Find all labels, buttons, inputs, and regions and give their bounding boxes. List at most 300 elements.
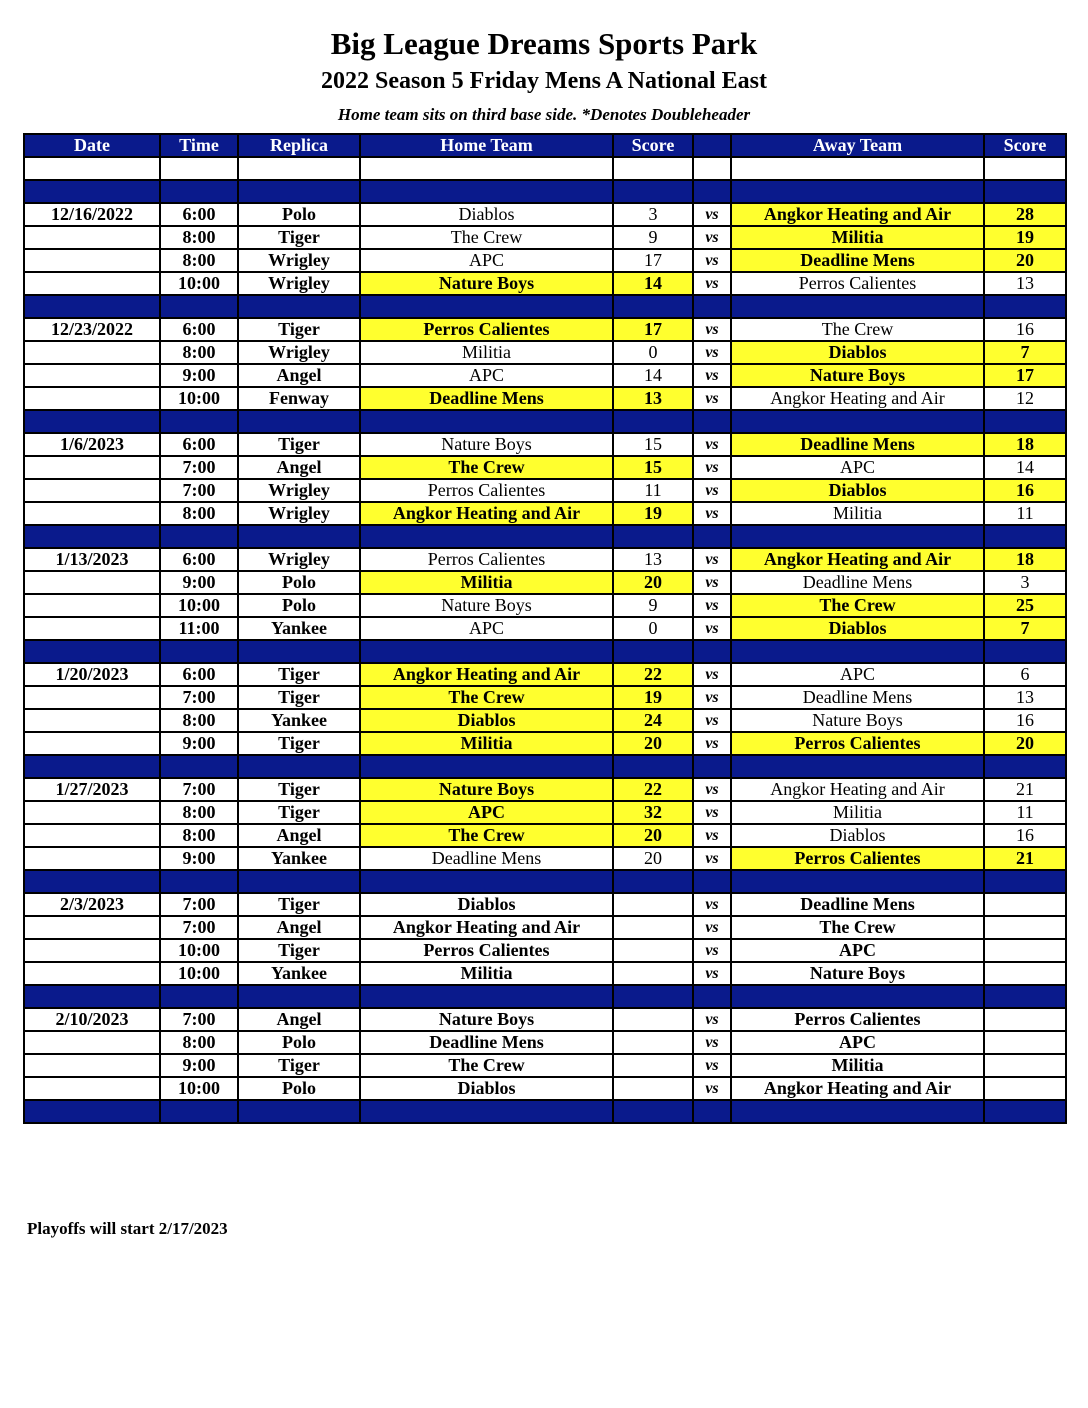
separator-cell xyxy=(24,180,160,203)
separator-cell xyxy=(360,870,613,893)
game-row xyxy=(24,1008,1066,1031)
away-score-cell: 13 xyxy=(984,686,1066,709)
home-team-cell: Deadline Mens xyxy=(360,387,613,410)
time-cell: 6:00 xyxy=(160,318,238,341)
separator-cell xyxy=(731,870,984,893)
home-team-cell: Diablos xyxy=(360,893,613,916)
replica-cell: Yankee xyxy=(238,962,360,985)
away-team-cell: Militia xyxy=(731,226,984,249)
home-score-cell: 17 xyxy=(613,249,693,272)
home-score-cell: 22 xyxy=(613,778,693,801)
away-score-cell: 25 xyxy=(984,594,1066,617)
replica-cell: Wrigley xyxy=(238,548,360,571)
away-team-cell: Angkor Heating and Air xyxy=(731,387,984,410)
date-cell: 1/20/2023 xyxy=(24,663,160,686)
separator-cell xyxy=(984,870,1066,893)
home-score-cell xyxy=(613,939,693,962)
home-score-cell: 20 xyxy=(613,824,693,847)
home-score-cell: 15 xyxy=(613,456,693,479)
away-team-cell: The Crew xyxy=(731,318,984,341)
vs-cell: vs xyxy=(693,686,731,709)
separator-cell xyxy=(160,180,238,203)
replica-cell: Angel xyxy=(238,824,360,847)
away-team-cell: Deadline Mens xyxy=(731,571,984,594)
separator-cell xyxy=(238,755,360,778)
away-team-cell: Diablos xyxy=(731,479,984,502)
separator-cell xyxy=(984,755,1066,778)
separator-cell xyxy=(731,640,984,663)
game-row xyxy=(24,617,1066,640)
game-row xyxy=(24,1077,1066,1100)
home-team-cell: Militia xyxy=(360,732,613,755)
date-cell xyxy=(24,387,160,410)
game-row xyxy=(24,824,1066,847)
home-team-cell: Nature Boys xyxy=(360,1008,613,1031)
date-cell xyxy=(24,1054,160,1077)
header-note: Home team sits on third base side. *Denotes Doubleheader xyxy=(337,105,751,124)
game-row xyxy=(24,916,1066,939)
home-score-cell: 0 xyxy=(613,341,693,364)
game-row xyxy=(24,456,1066,479)
away-score-cell: 19 xyxy=(984,226,1066,249)
vs-cell: vs xyxy=(693,663,731,686)
home-score-cell: 13 xyxy=(613,548,693,571)
home-score-cell: 20 xyxy=(613,732,693,755)
vs-cell: vs xyxy=(693,594,731,617)
away-team-cell: APC xyxy=(731,456,984,479)
game-row xyxy=(24,272,1066,295)
game-row xyxy=(24,203,1066,226)
vs-cell: vs xyxy=(693,732,731,755)
replica-cell: Wrigley xyxy=(238,502,360,525)
separator-cell xyxy=(24,1100,160,1123)
separator-cell xyxy=(24,295,160,318)
separator-cell xyxy=(693,180,731,203)
home-team-cell: The Crew xyxy=(360,686,613,709)
home-team-cell: Angkor Heating and Air xyxy=(360,502,613,525)
time-cell: 10:00 xyxy=(160,387,238,410)
separator-cell xyxy=(613,180,693,203)
separator-cell xyxy=(24,985,160,1008)
away-team-cell: Militia xyxy=(731,1054,984,1077)
time-cell: 6:00 xyxy=(160,203,238,226)
home-team-cell: Militia xyxy=(360,571,613,594)
vs-cell: vs xyxy=(693,433,731,456)
vs-cell: vs xyxy=(693,709,731,732)
away-team-cell: Nature Boys xyxy=(731,364,984,387)
away-score-cell xyxy=(984,916,1066,939)
away-score-cell xyxy=(984,939,1066,962)
replica-cell: Polo xyxy=(238,203,360,226)
separator-cell xyxy=(360,180,613,203)
home-team-cell: Deadline Mens xyxy=(360,1031,613,1054)
vs-cell: vs xyxy=(693,456,731,479)
away-score-cell: 20 xyxy=(984,732,1066,755)
vs-cell: vs xyxy=(693,824,731,847)
separator-cell xyxy=(984,295,1066,318)
away-team-cell: Perros Calientes xyxy=(731,847,984,870)
schedule-table xyxy=(23,133,1067,1124)
date-cell xyxy=(24,479,160,502)
away-score-cell: 3 xyxy=(984,571,1066,594)
separator-cell xyxy=(984,985,1066,1008)
home-score-cell: 3 xyxy=(613,203,693,226)
replica-cell: Tiger xyxy=(238,893,360,916)
separator-cell xyxy=(360,525,613,548)
replica-cell: Wrigley xyxy=(238,479,360,502)
away-team-cell: Angkor Heating and Air xyxy=(731,778,984,801)
replica-cell: Yankee xyxy=(238,709,360,732)
date-cell xyxy=(24,226,160,249)
vs-cell: vs xyxy=(693,502,731,525)
time-cell: 8:00 xyxy=(160,341,238,364)
vs-cell: vs xyxy=(693,1054,731,1077)
time-cell: 9:00 xyxy=(160,364,238,387)
game-row xyxy=(24,479,1066,502)
home-team-cell: Angkor Heating and Air xyxy=(360,663,613,686)
game-row xyxy=(24,249,1066,272)
separator-cell xyxy=(238,1100,360,1123)
home-score-cell: 11 xyxy=(613,479,693,502)
time-cell: 6:00 xyxy=(160,433,238,456)
separator-cell xyxy=(160,985,238,1008)
date-cell: 12/16/2022 xyxy=(24,203,160,226)
separator-cell xyxy=(238,410,360,433)
away-team-cell: Diablos xyxy=(731,341,984,364)
vs-cell: vs xyxy=(693,226,731,249)
home-score-cell: 19 xyxy=(613,686,693,709)
time-cell: 8:00 xyxy=(160,801,238,824)
home-team-cell: Perros Calientes xyxy=(360,939,613,962)
date-cell: 1/13/2023 xyxy=(24,548,160,571)
separator-cell xyxy=(613,295,693,318)
blank-cell xyxy=(360,157,613,180)
replica-cell: Angel xyxy=(238,364,360,387)
home-team-cell: The Crew xyxy=(360,824,613,847)
vs-cell: vs xyxy=(693,203,731,226)
away-team-cell: Deadline Mens xyxy=(731,686,984,709)
separator-cell xyxy=(360,410,613,433)
blank-cell xyxy=(731,157,984,180)
separator-cell xyxy=(984,525,1066,548)
away-score-cell: 6 xyxy=(984,663,1066,686)
away-team-cell: Angkor Heating and Air xyxy=(731,203,984,226)
away-score-cell: 18 xyxy=(984,548,1066,571)
separator-cell xyxy=(731,295,984,318)
time-cell: 9:00 xyxy=(160,847,238,870)
replica-cell: Tiger xyxy=(238,226,360,249)
page-subtitle: 2022 Season 5 Friday Mens A National East xyxy=(320,68,768,94)
separator-row xyxy=(24,525,1066,548)
away-score-cell xyxy=(984,962,1066,985)
vs-cell: vs xyxy=(693,916,731,939)
separator-cell xyxy=(160,295,238,318)
time-cell: 8:00 xyxy=(160,226,238,249)
game-row xyxy=(24,801,1066,824)
separator-cell xyxy=(984,410,1066,433)
date-cell xyxy=(24,594,160,617)
replica-cell: Angel xyxy=(238,456,360,479)
replica-cell: Yankee xyxy=(238,847,360,870)
game-row xyxy=(24,226,1066,249)
separator-cell xyxy=(693,870,731,893)
away-team-cell: Nature Boys xyxy=(731,709,984,732)
separator-cell xyxy=(160,755,238,778)
home-score-cell: 15 xyxy=(613,433,693,456)
home-team-cell: Diablos xyxy=(360,1077,613,1100)
home-score-cell xyxy=(613,1054,693,1077)
blank-cell xyxy=(693,157,731,180)
away-score-cell: 17 xyxy=(984,364,1066,387)
separator-cell xyxy=(693,640,731,663)
vs-cell: vs xyxy=(693,548,731,571)
separator-cell xyxy=(24,410,160,433)
separator-cell xyxy=(238,180,360,203)
away-score-cell: 16 xyxy=(984,479,1066,502)
replica-cell: Wrigley xyxy=(238,249,360,272)
time-cell: 7:00 xyxy=(160,778,238,801)
away-score-cell: 14 xyxy=(984,456,1066,479)
away-team-cell: Nature Boys xyxy=(731,962,984,985)
blank-cell xyxy=(160,157,238,180)
separator-cell xyxy=(984,640,1066,663)
home-score-cell: 17 xyxy=(613,318,693,341)
vs-cell: vs xyxy=(693,341,731,364)
home-team-cell: Diablos xyxy=(360,709,613,732)
blank-cell xyxy=(613,157,693,180)
replica-cell: Wrigley xyxy=(238,341,360,364)
col-header-vs xyxy=(693,134,731,157)
separator-cell xyxy=(360,1100,613,1123)
vs-cell: vs xyxy=(693,387,731,410)
date-cell xyxy=(24,1077,160,1100)
home-team-cell: Deadline Mens xyxy=(360,847,613,870)
game-row xyxy=(24,962,1066,985)
time-cell: 11:00 xyxy=(160,617,238,640)
home-team-cell: Militia xyxy=(360,341,613,364)
time-cell: 10:00 xyxy=(160,594,238,617)
replica-cell: Tiger xyxy=(238,663,360,686)
game-row xyxy=(24,1054,1066,1077)
time-cell: 8:00 xyxy=(160,502,238,525)
date-cell xyxy=(24,732,160,755)
separator-row xyxy=(24,755,1066,778)
separator-cell xyxy=(731,755,984,778)
home-team-cell: Militia xyxy=(360,962,613,985)
date-cell xyxy=(24,916,160,939)
separator-cell xyxy=(360,985,613,1008)
separator-cell xyxy=(613,1100,693,1123)
time-cell: 7:00 xyxy=(160,686,238,709)
home-score-cell: 24 xyxy=(613,709,693,732)
game-row xyxy=(24,732,1066,755)
home-team-cell: Diablos xyxy=(360,203,613,226)
separator-cell xyxy=(693,755,731,778)
vs-cell: vs xyxy=(693,893,731,916)
date-cell: 2/10/2023 xyxy=(24,1008,160,1031)
col-header-away-team: Away Team xyxy=(731,134,984,157)
away-team-cell: APC xyxy=(731,1031,984,1054)
home-team-cell: APC xyxy=(360,364,613,387)
vs-cell: vs xyxy=(693,1008,731,1031)
date-cell xyxy=(24,709,160,732)
replica-cell: Tiger xyxy=(238,318,360,341)
game-row xyxy=(24,433,1066,456)
separator-cell xyxy=(160,410,238,433)
separator-cell xyxy=(613,755,693,778)
time-cell: 9:00 xyxy=(160,732,238,755)
away-score-cell: 11 xyxy=(984,502,1066,525)
away-team-cell: Militia xyxy=(731,502,984,525)
schedule-body xyxy=(24,157,1066,1123)
time-cell: 8:00 xyxy=(160,249,238,272)
home-score-cell xyxy=(613,962,693,985)
home-score-cell: 9 xyxy=(613,226,693,249)
col-header-date: Date xyxy=(24,134,160,157)
game-row xyxy=(24,1031,1066,1054)
game-row xyxy=(24,778,1066,801)
date-cell xyxy=(24,617,160,640)
separator-cell xyxy=(613,525,693,548)
home-team-cell: The Crew xyxy=(360,456,613,479)
home-team-cell: The Crew xyxy=(360,226,613,249)
replica-cell: Yankee xyxy=(238,617,360,640)
away-team-cell: APC xyxy=(731,939,984,962)
vs-cell: vs xyxy=(693,847,731,870)
game-row xyxy=(24,571,1066,594)
separator-cell xyxy=(160,1100,238,1123)
home-score-cell: 20 xyxy=(613,847,693,870)
separator-cell xyxy=(613,640,693,663)
time-cell: 7:00 xyxy=(160,1008,238,1031)
separator-cell xyxy=(24,870,160,893)
date-cell xyxy=(24,272,160,295)
replica-cell: Polo xyxy=(238,1031,360,1054)
replica-cell: Tiger xyxy=(238,686,360,709)
game-row xyxy=(24,686,1066,709)
separator-cell xyxy=(693,525,731,548)
col-header-replica: Replica xyxy=(238,134,360,157)
time-cell: 8:00 xyxy=(160,824,238,847)
home-team-cell: Angkor Heating and Air xyxy=(360,916,613,939)
date-cell xyxy=(24,502,160,525)
col-header-home-score: Score xyxy=(613,134,693,157)
home-team-cell: The Crew xyxy=(360,1054,613,1077)
separator-cell xyxy=(238,640,360,663)
replica-cell: Angel xyxy=(238,916,360,939)
time-cell: 8:00 xyxy=(160,709,238,732)
time-cell: 7:00 xyxy=(160,893,238,916)
replica-cell: Polo xyxy=(238,571,360,594)
game-row xyxy=(24,502,1066,525)
date-cell xyxy=(24,364,160,387)
date-cell xyxy=(24,962,160,985)
replica-cell: Fenway xyxy=(238,387,360,410)
home-team-cell: Perros Calientes xyxy=(360,318,613,341)
game-row xyxy=(24,594,1066,617)
away-team-cell: Diablos xyxy=(731,617,984,640)
separator-cell xyxy=(360,295,613,318)
away-score-cell xyxy=(984,1031,1066,1054)
home-team-cell: APC xyxy=(360,249,613,272)
table-header-row xyxy=(24,134,1066,157)
vs-cell: vs xyxy=(693,962,731,985)
separator-cell xyxy=(238,525,360,548)
home-team-cell: Perros Calientes xyxy=(360,548,613,571)
date-cell xyxy=(24,456,160,479)
away-score-cell: 12 xyxy=(984,387,1066,410)
replica-cell: Polo xyxy=(238,1077,360,1100)
vs-cell: vs xyxy=(693,801,731,824)
separator-row xyxy=(24,640,1066,663)
home-score-cell: 14 xyxy=(613,364,693,387)
away-score-cell: 16 xyxy=(984,824,1066,847)
replica-cell: Tiger xyxy=(238,433,360,456)
home-score-cell: 22 xyxy=(613,663,693,686)
separator-row xyxy=(24,410,1066,433)
separator-cell xyxy=(693,1100,731,1123)
away-score-cell xyxy=(984,1008,1066,1031)
separator-cell xyxy=(160,870,238,893)
separator-cell xyxy=(238,295,360,318)
separator-cell xyxy=(731,180,984,203)
away-team-cell: Militia xyxy=(731,801,984,824)
away-team-cell: Angkor Heating and Air xyxy=(731,548,984,571)
away-score-cell xyxy=(984,1054,1066,1077)
separator-cell xyxy=(731,985,984,1008)
replica-cell: Tiger xyxy=(238,801,360,824)
away-team-cell: Perros Calientes xyxy=(731,272,984,295)
replica-cell: Tiger xyxy=(238,732,360,755)
replica-cell: Wrigley xyxy=(238,272,360,295)
separator-cell xyxy=(984,1100,1066,1123)
time-cell: 10:00 xyxy=(160,962,238,985)
home-score-cell xyxy=(613,1031,693,1054)
separator-cell xyxy=(238,985,360,1008)
away-team-cell: Perros Calientes xyxy=(731,1008,984,1031)
game-row xyxy=(24,548,1066,571)
separator-cell xyxy=(360,755,613,778)
time-cell: 6:00 xyxy=(160,663,238,686)
away-score-cell: 16 xyxy=(984,318,1066,341)
away-score-cell: 20 xyxy=(984,249,1066,272)
home-score-cell xyxy=(613,1077,693,1100)
separator-cell xyxy=(984,180,1066,203)
vs-cell: vs xyxy=(693,364,731,387)
away-score-cell: 7 xyxy=(984,341,1066,364)
vs-cell: vs xyxy=(693,272,731,295)
page-title: Big League Dreams Sports Park xyxy=(330,26,758,61)
game-row xyxy=(24,663,1066,686)
away-team-cell: The Crew xyxy=(731,916,984,939)
blank-cell xyxy=(24,157,160,180)
away-score-cell: 13 xyxy=(984,272,1066,295)
separator-cell xyxy=(160,640,238,663)
date-cell xyxy=(24,824,160,847)
away-score-cell: 21 xyxy=(984,778,1066,801)
away-score-cell: 18 xyxy=(984,433,1066,456)
vs-cell: vs xyxy=(693,318,731,341)
away-score-cell: 28 xyxy=(984,203,1066,226)
vs-cell: vs xyxy=(693,778,731,801)
separator-cell xyxy=(731,525,984,548)
col-header-time: Time xyxy=(160,134,238,157)
game-row xyxy=(24,387,1066,410)
date-cell: 1/6/2023 xyxy=(24,433,160,456)
date-cell xyxy=(24,801,160,824)
home-score-cell: 0 xyxy=(613,617,693,640)
time-cell: 7:00 xyxy=(160,456,238,479)
